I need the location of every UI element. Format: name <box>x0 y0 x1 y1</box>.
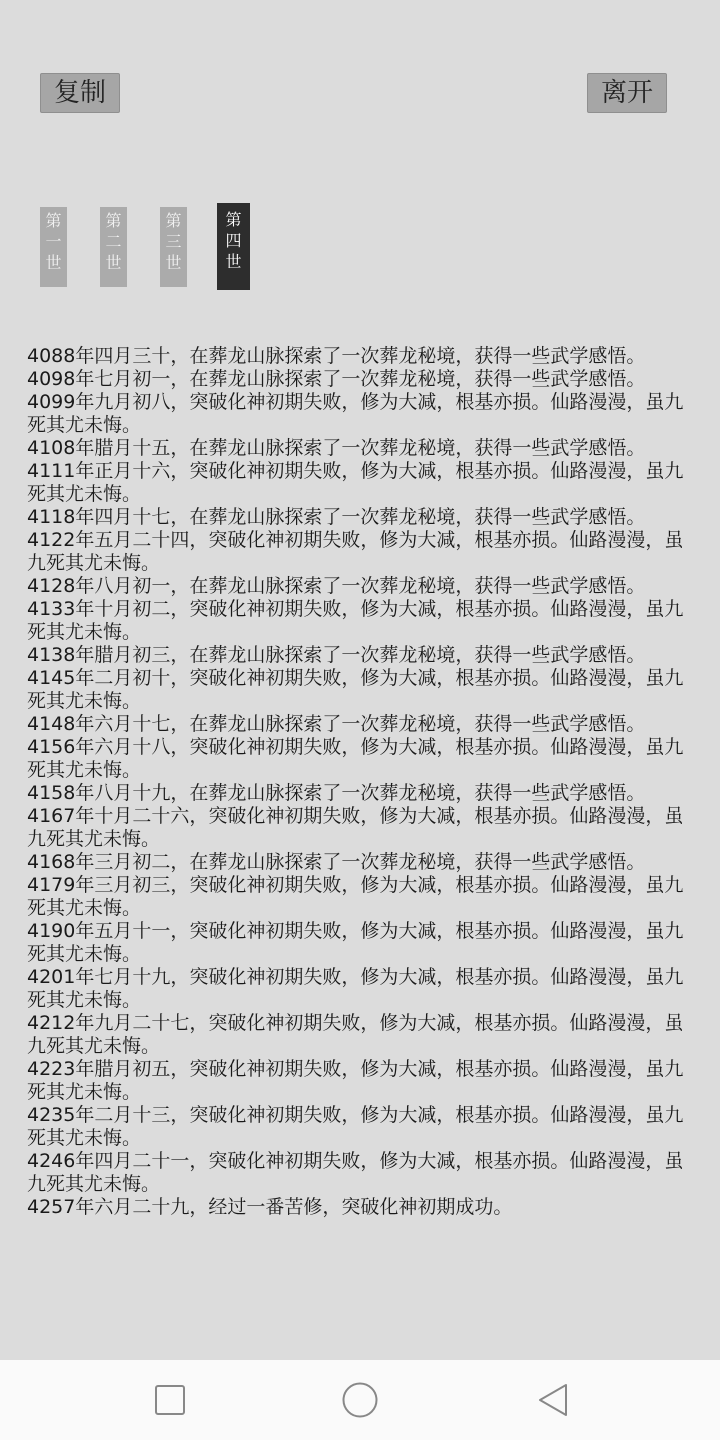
tab-char: 一 <box>45 232 62 251</box>
tab-char: 二 <box>105 232 122 251</box>
log-entry: 4118年四月十七，在葬龙山脉探索了一次葬龙秘境，获得一些武学感悟。 <box>27 506 646 528</box>
leave-button[interactable]: 离开 <box>587 73 667 113</box>
log-entry: 4190年五月十一，突破化神初期失败，修为大减，根基亦损。仙路漫漫，虽九死其尤未悔。 <box>27 920 684 965</box>
tab-char: 世 <box>45 253 62 272</box>
log-entry: 4145年二月初十，突破化神初期失败，修为大减，根基亦损。仙路漫漫，虽九死其尤未悔。 <box>27 667 684 712</box>
log-entry: 4201年七月十九，突破化神初期失败，修为大减，根基亦损。仙路漫漫，虽九死其尤未悔。 <box>27 966 684 1011</box>
tab-life-1[interactable] <box>40 207 67 287</box>
log-entry: 4257年六月二十九，经过一番苦修，突破化神初期成功。 <box>27 1196 513 1218</box>
tab-char: 世 <box>225 252 242 271</box>
log-entry: 4212年九月二十七，突破化神初期失败，修为大减，根基亦损。仙路漫漫，虽九死其尤未悔。 <box>27 1012 684 1057</box>
triangle-back-icon <box>534 1380 574 1420</box>
log-entry: 4138年腊月初三，在葬龙山脉探索了一次葬龙秘境，获得一些武学感悟。 <box>27 644 646 666</box>
tab-char: 第 <box>105 211 122 230</box>
event-log <box>27 345 697 1219</box>
log-entry: 4122年五月二十四，突破化神初期失败，修为大减，根基亦损。仙路漫漫，虽九死其尤未悔。 <box>27 529 684 574</box>
log-entry: 4246年四月二十一，突破化神初期失败，修为大减，根基亦损。仙路漫漫，虽九死其尤未悔。 <box>27 1150 684 1195</box>
system-nav-bar <box>0 1360 720 1440</box>
log-entry: 4098年七月初一，在葬龙山脉探索了一次葬龙秘境，获得一些武学感悟。 <box>27 368 646 390</box>
tab-char: 第 <box>225 210 242 229</box>
recents-button[interactable] <box>150 1380 190 1420</box>
tab-char: 第 <box>45 211 62 230</box>
home-button[interactable] <box>340 1380 380 1420</box>
tab-life-4[interactable] <box>217 203 250 290</box>
log-entry: 4133年十月初二，突破化神初期失败，修为大减，根基亦损。仙路漫漫，虽九死其尤未悔。 <box>27 598 684 643</box>
back-button[interactable] <box>534 1380 574 1420</box>
square-icon <box>150 1380 190 1420</box>
log-entry: 4223年腊月初五，突破化神初期失败，修为大减，根基亦损。仙路漫漫，虽九死其尤未悔。 <box>27 1058 684 1103</box>
log-entry: 4167年十月二十六，突破化神初期失败，修为大减，根基亦损。仙路漫漫，虽九死其尤未悔。 <box>27 805 684 850</box>
log-entry: 4108年腊月十五，在葬龙山脉探索了一次葬龙秘境，获得一些武学感悟。 <box>27 437 646 459</box>
tab-char: 世 <box>165 253 182 272</box>
tab-char: 三 <box>165 232 182 251</box>
log-entry: 4168年三月初二，在葬龙山脉探索了一次葬龙秘境，获得一些武学感悟。 <box>27 851 646 873</box>
log-entry: 4158年八月十九，在葬龙山脉探索了一次葬龙秘境，获得一些武学感悟。 <box>27 782 646 804</box>
log-entry: 4148年六月十七，在葬龙山脉探索了一次葬龙秘境，获得一些武学感悟。 <box>27 713 646 735</box>
copy-button[interactable]: 复制 <box>40 73 120 113</box>
tab-char: 四 <box>225 231 242 250</box>
log-entry: 4235年二月十三，突破化神初期失败，修为大减，根基亦损。仙路漫漫，虽九死其尤未悔。 <box>27 1104 684 1149</box>
log-entry: 4111年正月十六，突破化神初期失败，修为大减，根基亦损。仙路漫漫，虽九死其尤未悔。 <box>27 460 684 505</box>
log-entry: 4179年三月初三，突破化神初期失败，修为大减，根基亦损。仙路漫漫，虽九死其尤未悔。 <box>27 874 684 919</box>
tab-life-2[interactable] <box>100 207 127 287</box>
log-entry: 4128年八月初一，在葬龙山脉探索了一次葬龙秘境，获得一些武学感悟。 <box>27 575 646 597</box>
log-entry: 4099年九月初八，突破化神初期失败，修为大减，根基亦损。仙路漫漫，虽九死其尤未悔。 <box>27 391 684 436</box>
tab-life-3[interactable] <box>160 207 187 287</box>
log-entry: 4088年四月三十，在葬龙山脉探索了一次葬龙秘境，获得一些武学感悟。 <box>27 345 646 367</box>
log-entry: 4156年六月十八，突破化神初期失败，修为大减，根基亦损。仙路漫漫，虽九死其尤未悔。 <box>27 736 684 781</box>
circle-icon <box>340 1380 380 1420</box>
tab-char: 第 <box>165 211 182 230</box>
tab-char: 世 <box>105 253 122 272</box>
